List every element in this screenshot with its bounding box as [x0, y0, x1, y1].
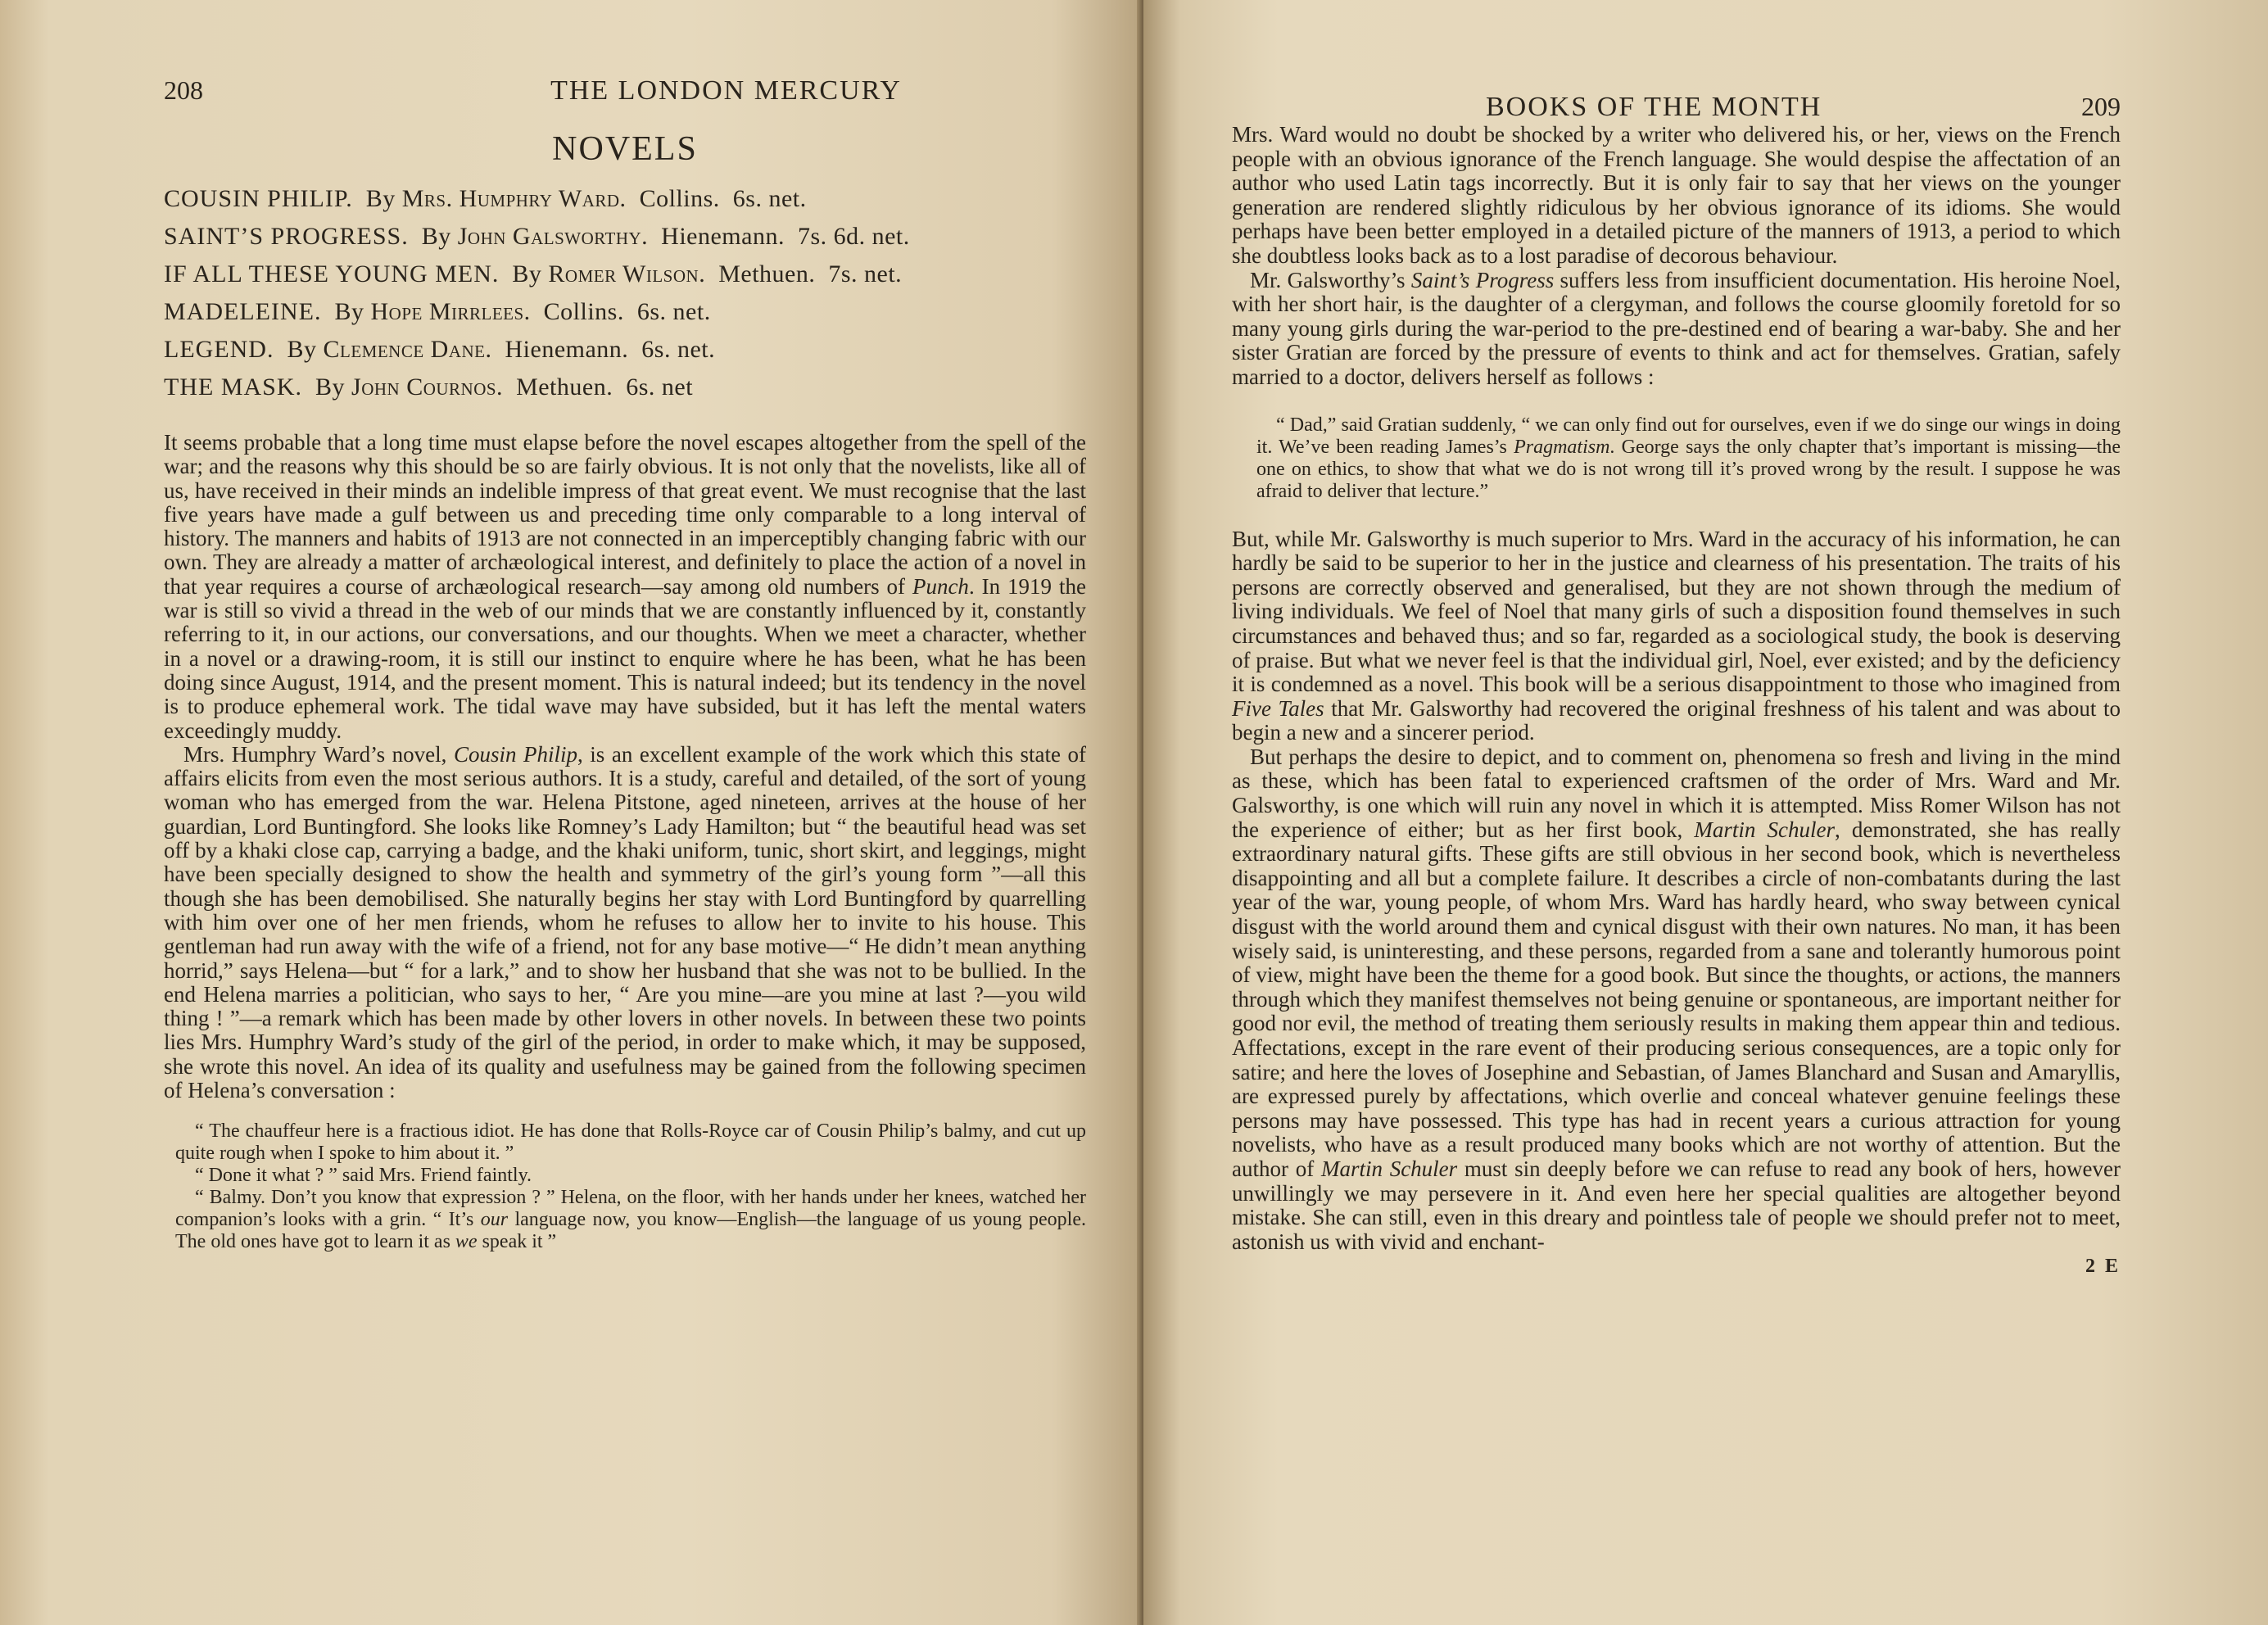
paragraph: But, while Mr. Galsworthy is much superior to Mrs. Ward in the accuracy of his information, he can hardly be said to be superior to her in the justice and clearness of his presentation. The traits of his persons are correctly observed and generalised, but they are not shown through the medium of living individuals. We feel of Noel that many girls of such a disposition found themselves in such circumstances and behaved thus; and so far, regarded as a sociological study, the book is deserving of praise. But what we never feel is that the individual girl, Noel, ever existed; and by the deficiency it is condemned as a novel. This book will be a serious disappointment to those who imagined from Five Tales that Mr. Galsworthy had recovered the original freshness of his talent and was about to begin a new and a sincerer period. [1232, 526, 2121, 745]
right-running-title: BOOKS OF THE MONTH [1486, 92, 1822, 122]
book-entry: MADELEINE. By Hope Mirrlees. Collins. 6s. net. [164, 298, 711, 325]
left-running-title: THE LONDON MERCURY [550, 75, 902, 106]
paragraph: It seems probable that a long time must elapse before the novel escapes altogether from the spell of the war; and the reasons why this should be so are fairly obvious. It is not only that the novelists, like all of us, have received in their minds an indelible impress of that great event. We must recognise that the last five years have made a gulf between us and preceding time only comparable to a long interval of history. The manners and habits of 1913 are not connected in an imperceptibly changing fabric with our own. They are already a matter of archæological interest, and definitely to place the action of a novel in that year requires a course of archæological research—say among old numbers of Punch. In 1919 the war is still so vivid a thread in the web of our minds that we are constantly influenced by it, constantly referring to it, in our actions, our conversations, and our thoughts. When we meet a character, whether in a novel or a drawing-room, it is still our instinct to enquire where he has been, what he has been doing since August, 1914, and the present moment. This is natural indeed; but its tendency in the novel is to produce ephemeral work. The tidal wave may have subsided, but it has left the mental waters exceedingly muddy. [164, 430, 1086, 743]
quote-line: “ Balmy. Don’t you know that expression ? ” Helena, on the floor, with her hands under her knees, watched her companion’s looks with a grin. “ It’s our language now, you know—English—the language of us young people. The old ones have got to learn it as we speak it ” [175, 1187, 1086, 1253]
quote-line: “ The chauffeur here is a fractious idiot. He has done that Rolls-Royce car of Cousin Philip’s balmy, and cut up quite rough when I spoke to him about it. ” [175, 1120, 1086, 1165]
signature-mark: 2 E [2085, 1256, 2121, 1278]
book-entry: IF ALL THESE YOUNG MEN. By Romer Wilson. Methuen. 7s. net. [164, 260, 903, 287]
right-page [1143, 0, 2268, 1625]
paragraph: Mrs. Ward would no doubt be shocked by a writer who delivered his, or her, views on the French people with an obvious ignorance of the French language. She would despise the affectation of an author who used Latin tags incorrectly. But it is only fair to say that her views on the younger generation are rendered slightly ridiculous by her obvious ignorance of its idioms. She would perhaps have been better employed in a detailed picture of the manners of 1913, a period to which she doubtless looks back as to a lost paradise of decorous behaviour. [1232, 122, 2121, 268]
book-entry: THE MASK. By John Cournos. Methuen. 6s. net [164, 373, 694, 401]
paragraph: Mrs. Humphry Ward’s novel, Cousin Philip, is an excellent example of the work which this state of affairs elicits from even the most serious authors. It is a study, careful and detailed, of the sort of young woman who has emerged from the war. Helena Pitstone, aged nineteen, arrives at the house of her guardian, Lord Buntingford. She looks like Romney’s Lady Hamilton; but “ the beautiful head was set off by a khaki close cap, carrying a badge, and the khaki uniform, tunic, short skirt, and leggings, might have been specially designed to show the health and symmetry of the girl’s young form ”—all this though she has been demobilised. She naturally begins her stay with Lord Buntingford by quarrelling with him over one of her men friends, whom he refuses to allow her to invite to his house. This gentleman had run away with the wife of a friend, not for any base motive—“ He didn’t mean anything horrid,” says Helena—but “ for a lark,” and to show her husband that she was not to be bullied. In the end Helena marries a politician, who says to her, “ Are you mine—are you mine at last ?—you wild thing ! ”—a remark which has been made by other lovers in other novels. In between these two points lies Mrs. Humphry Ward’s study of the girl of the period, in order to make which, it may be supposed, she wrote this novel. An idea of its quality and usefulness may be gained from the following specimen of Helena’s conversation : [164, 741, 1086, 1103]
book-entry: COUSIN PHILIP. By Mrs. Humphry Ward. Collins. 6s. net. [164, 185, 807, 212]
book-entry: LEGEND. By Clemence Dane. Hienemann. 6s. net. [164, 336, 716, 363]
right-page-number: 209 [2081, 92, 2121, 121]
paragraph: Mr. Galsworthy’s Saint’s Progress suffers less from insufficient documentation. His heroine Noel, with her short hair, is the daughter of a clergyman, and follows the course gloomily foretold for so many young girls during the war-period to the pre-destined end of bearing a war-baby. She and her sister Gratian are forced by the pressure of events to think and act for themselves. Gratian, safely married to a doctor, delivers herself as follows : [1232, 267, 2121, 389]
left-page-number: 208 [164, 75, 203, 105]
right-running-head [1232, 92, 2121, 123]
section-title: NOVELS [552, 130, 698, 168]
quote-line: “ Done it what ? ” said Mrs. Friend faintly. [195, 1165, 532, 1187]
block-quote [175, 1120, 1086, 1253]
block-quote: “ Dad,” said Gratian suddenly, “ we can only find out for ourselves, even if we do singe our wings in doing it. We’ve been reading James’s Pragmatism. George says the only chapter that’s important is missing—the one on ethics, to show that what we do is not wrong till it’s proved wrong by the result. I suppose he was afraid to deliver that lecture.” [1256, 414, 2121, 502]
left-running-head [164, 75, 1086, 106]
paragraph: But perhaps the desire to depict, and to comment on, phenomena so fresh and living in the mind as these, which has been fatal to experienced craftsmen of the order of Mrs. Ward and Mr. Galsworthy, is one which will ruin any novel in which it is attempted. Miss Romer Wilson has not the experience of either; but as her first book, Martin Schuler, demonstrated, she has really extraordinary natural gifts. These gifts are still obvious in her second book, which is nevertheless disappointing and all but a complete failure. It describes a circle of non-combatants during the last year of the war, young people, of whom Mrs. Ward has hardly heard, who sway between cynical disgust with the world around them and cynical disgust with their own natures. No man, it has been wisely said, is uninteresting, and these persons, regarded from a sane and tolerantly humorous point of view, might have been the theme for a good book. But since the thoughts, or actions, the manners through which they manifest themselves not being genuine or spontaneous, are important neither for good nor evil, the method of treating them seriously results in making them appear thin and tedious. Affectations, except in the rare event of their producing serious consequences, are a topic only for satire; and here the loves of Josephine and Sebastian, of James Blanchard and Susan and Amaryllis, are expressed purely by affectations, which overlie and conceal whatever genuine feelings these persons may have possessed. This type has had in recent years a curious attraction for young novelists, who have as a result produced many books which are not worthy of attention. But the author of Martin Schuler must sin deeply before we can refuse to read any book of hers, however unwillingly we may persevere in it. And even here her special qualities are altogether beyond mistake. She can still, even in this dreary and pointless tale of people we should prefer not to meet, astonish us with vivid and enchant- [1232, 744, 2121, 1254]
book-entry: SAINT’S PROGRESS. By John Galsworthy. Hienemann. 7s. 6d. net. [164, 223, 910, 250]
book-list [164, 180, 1086, 406]
